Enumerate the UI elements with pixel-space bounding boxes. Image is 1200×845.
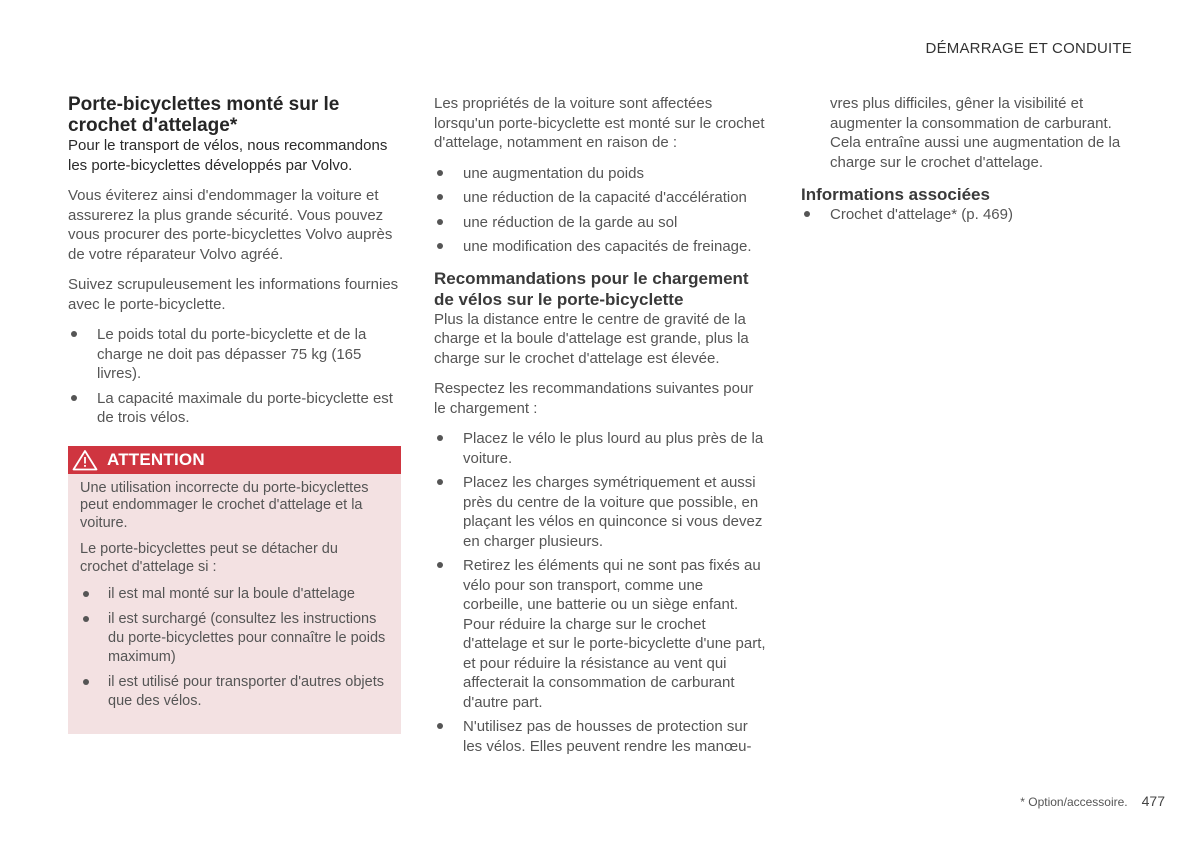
footnote: * Option/accessoire. bbox=[1020, 795, 1128, 809]
paragraph: Les propriétés de la voiture sont affectées lorsqu'un porte-bicyclette est monté sur le crochet d'attelage, notamment en raison de : bbox=[434, 95, 765, 151]
list-item-text: il est utilisé pour transporter d'autres objets que des vélos. bbox=[108, 674, 384, 709]
warning-triangle-icon bbox=[72, 449, 98, 471]
list-item bbox=[434, 188, 766, 208]
bullet-icon bbox=[437, 723, 443, 729]
list-item bbox=[80, 585, 389, 604]
bullet-icon bbox=[437, 435, 443, 441]
related-link[interactable] bbox=[801, 205, 1131, 225]
list-item-text: une réduction de la capacité d'accélération bbox=[463, 189, 747, 206]
warning-box bbox=[68, 446, 401, 735]
list-item bbox=[80, 673, 389, 711]
list-item-text: Le poids total du porte-bicyclette et de la charge ne doit pas dépasser 75 kg (165 livres). bbox=[97, 326, 367, 382]
warning-paragraph: Le porte-bicyclettes peut se détacher du crochet d'attelage si : bbox=[80, 541, 338, 575]
title-line-1: Porte-bicyclettes monté sur le bbox=[68, 94, 340, 115]
list-item bbox=[68, 389, 401, 428]
bullet-icon bbox=[804, 211, 810, 217]
warning-body bbox=[68, 474, 401, 735]
bullet-icon bbox=[83, 591, 89, 597]
bullet-icon bbox=[437, 194, 443, 200]
bullet-list bbox=[434, 429, 766, 756]
paragraph: Respectez les recommandations suivantes pour le chargement : bbox=[434, 380, 754, 417]
list-item-text: Retirez les éléments qui ne sont pas fixés au vélo pour son transport, comme une corbeille, une batterie ou un siège enfant. Pour réduire la charge sur le crochet d'attelage et sur le porte-bicyclette d'une part, et pour réduire la résistance au vent qui affecterait la consommation de carburant d'autre part. bbox=[463, 557, 766, 711]
list-item-text: Placez le vélo le plus lourd au plus près de la voiture. bbox=[463, 430, 764, 467]
bullet-icon bbox=[83, 679, 89, 685]
intro-paragraph: Pour le transport de vélos, nous recommandons les porte-bicyclettes développés par Volvo. bbox=[68, 137, 388, 174]
list-item-text: il est mal monté sur la boule d'attelage bbox=[108, 586, 355, 602]
bullet-icon bbox=[437, 170, 443, 176]
related-link-text[interactable]: Crochet d'attelage* (p. 469) bbox=[830, 206, 1013, 223]
list-item bbox=[80, 610, 389, 667]
warning-paragraph: Une utilisation incorrecte du porte-bicyclettes peut endommager le crochet d'attelage et la voiture. bbox=[80, 479, 369, 531]
list-item bbox=[434, 429, 766, 468]
continued-paragraph: vres plus difficiles, gêner la visibilité et augmenter la consommation de carburant. Cela entraîne aussi une augmentation de la charge sur le crochet d'attelage. bbox=[830, 95, 1121, 171]
paragraph: Plus la distance entre le centre de gravité de la charge et la boule d'attelage est grande, plus la charge sur le crochet d'attelage est élevée. bbox=[434, 310, 749, 367]
bullet-icon bbox=[437, 219, 443, 225]
title-line-2: crochet d'attelage* bbox=[68, 115, 238, 136]
related-info-heading: Informations associées bbox=[801, 185, 990, 204]
list-item bbox=[434, 164, 766, 184]
page-footer bbox=[1020, 793, 1165, 809]
related-info-list bbox=[801, 205, 1131, 225]
section-header: DÉMARRAGE ET CONDUITE bbox=[925, 40, 1132, 57]
list-item-text: il est surchargé (consultez les instructions du porte-bicyclettes pour connaître le poids maximum) bbox=[108, 611, 386, 665]
list-item bbox=[434, 237, 766, 257]
list-item bbox=[434, 213, 766, 233]
list-item bbox=[68, 325, 401, 384]
bullet-list bbox=[434, 164, 766, 257]
warning-label: ATTENTION bbox=[107, 449, 205, 469]
list-item-text: une réduction de la garde au sol bbox=[463, 213, 678, 231]
bullet-icon bbox=[83, 616, 89, 622]
page-number: 477 bbox=[1141, 793, 1165, 809]
list-item-text: N'utilisez pas de housses de protection sur les vélos. Elles peuvent rendre les manœu- bbox=[463, 718, 752, 755]
paragraph: Vous éviterez ainsi d'endommager la voiture et assurerez la plus grande sécurité. Vous pouvez vous procurer des porte-bicyclettes Volvo auprès de votre réparateur Volvo agréé. bbox=[68, 187, 393, 263]
list-item-text: La capacité maximale du porte-bicyclette est de trois vélos. bbox=[97, 389, 393, 426]
bullet-list bbox=[68, 325, 401, 428]
list-item-text: Placez les charges symétriquement et aussi près du centre de la voiture que possible, en plaçant les vélos en quinconce si vous devez en charger plusieurs. bbox=[463, 474, 763, 550]
bullet-icon bbox=[437, 479, 443, 485]
warning-header bbox=[68, 446, 401, 474]
bullet-icon bbox=[437, 562, 443, 568]
column-middle bbox=[434, 94, 766, 767]
list-item bbox=[434, 473, 766, 551]
list-item-text: une augmentation du poids bbox=[463, 164, 644, 182]
list-item bbox=[434, 717, 766, 756]
list-item bbox=[434, 556, 766, 712]
page-title bbox=[68, 94, 401, 136]
list-item-text: une modification des capacités de freinage. bbox=[463, 238, 752, 255]
section-heading: Recommandations pour le chargement de vélos sur le porte-bicyclette bbox=[434, 268, 749, 309]
column-right bbox=[801, 94, 1131, 236]
bullet-icon bbox=[71, 395, 77, 401]
warning-bullet-list bbox=[80, 585, 389, 711]
bullet-icon bbox=[71, 331, 77, 337]
bullet-icon bbox=[437, 243, 443, 249]
column-left bbox=[68, 94, 401, 734]
paragraph: Suivez scrupuleusement les informations fournies avec le porte-bicyclette. bbox=[68, 276, 399, 313]
